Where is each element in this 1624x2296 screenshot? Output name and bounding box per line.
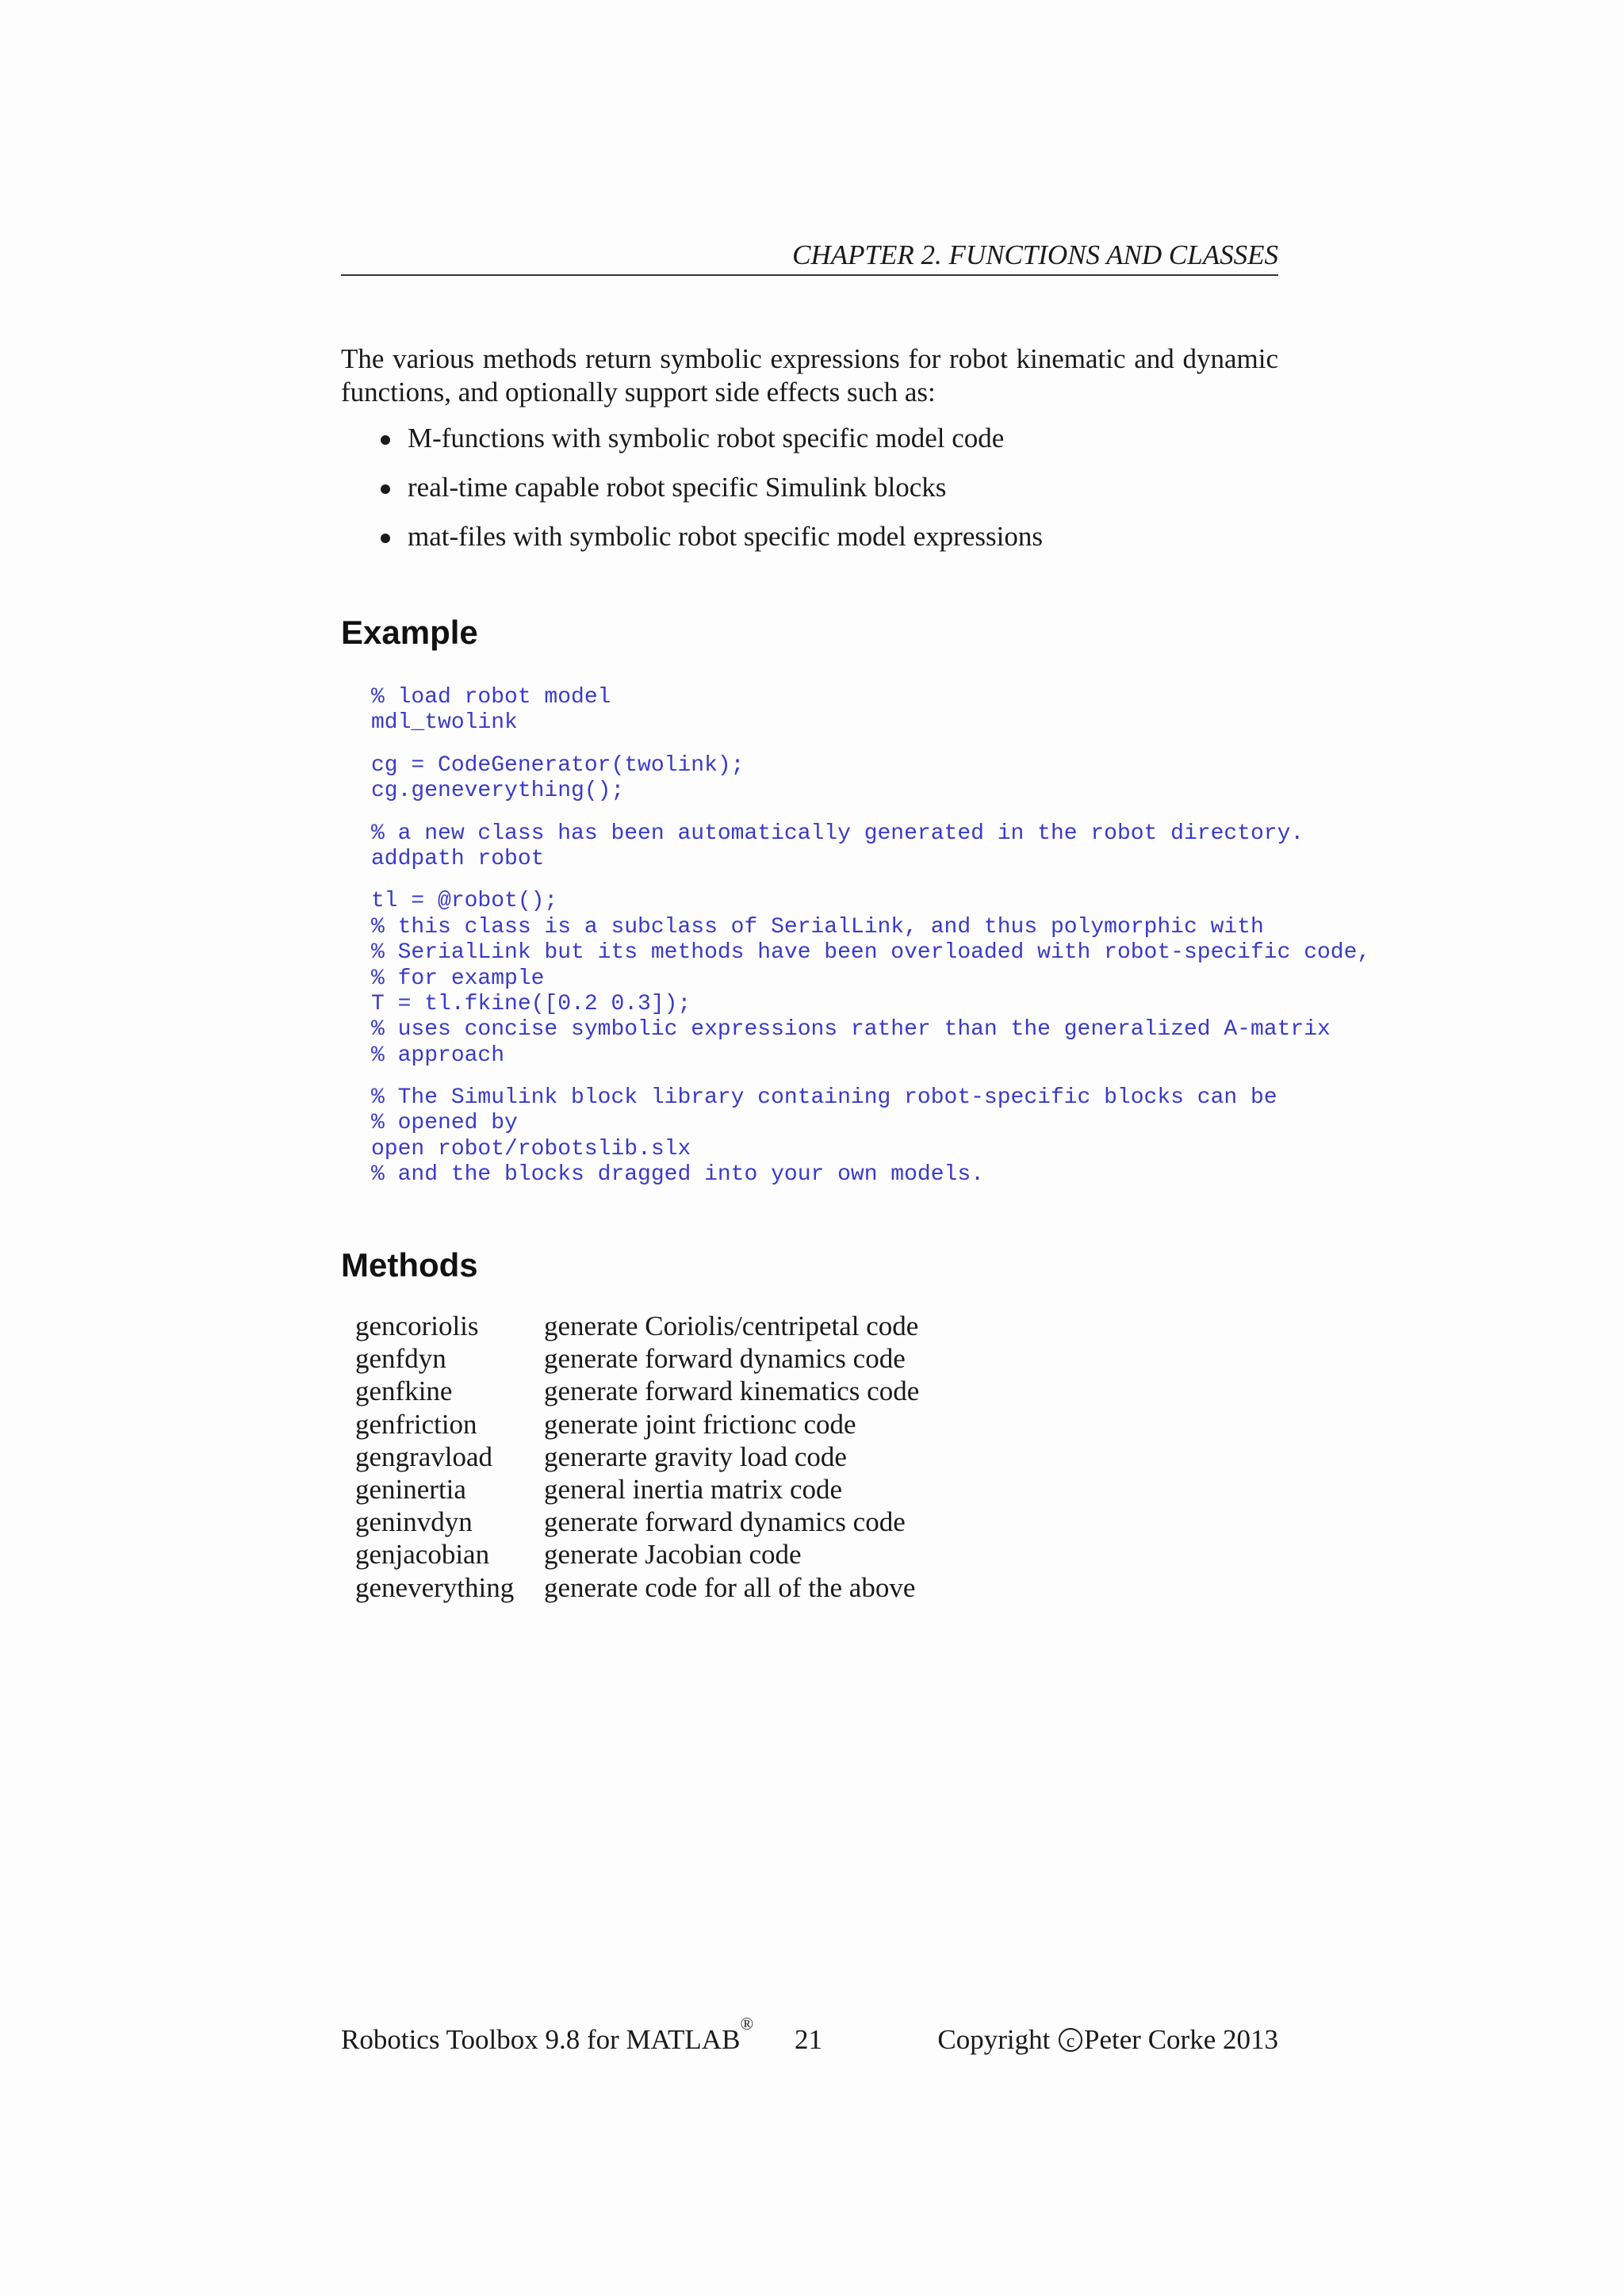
code-line: cg = CodeGenerator(twolink); [371,752,745,778]
code-line: % uses concise symbolic expressions rather than the generalized A-matrix [371,1017,1331,1043]
code-block [371,685,1402,737]
method-name: geninertia [355,1474,466,1506]
methods-heading: Methods [341,1246,478,1284]
code-line: % The Simulink block library containing robot-specific blocks can be [371,1085,1277,1111]
method-description: generate joint frictionc code [544,1408,856,1440]
bullet-icon [381,435,390,445]
footer-title-text: Robotics Toolbox 9.8 for MATLAB [341,2024,741,2055]
table-row [355,1538,919,1571]
code-block [371,1085,1402,1188]
table-row [355,1441,919,1473]
copyright-label: Copyright [937,2024,1051,2055]
method-description: generate forward kinematics code [544,1376,920,1407]
code-line: % load robot model [371,685,611,710]
code-line: T = tl.fkine([0.2 0.3]); [371,991,691,1016]
table-row [355,1408,919,1441]
method-name: gengravload [355,1441,492,1472]
list-item [381,471,1277,520]
method-name: genjacobian [355,1539,490,1571]
table-row [355,1473,919,1506]
code-block [371,889,1402,1069]
table-row [355,1571,919,1604]
code-line: mdl_twolink [371,710,518,736]
footer-title [341,2014,754,2060]
code-line: % opened by [371,1111,518,1136]
copyright-icon: c [1059,2028,1082,2052]
code-line: tl = @robot(); [371,889,558,914]
bullet-text: mat-files with symbolic robot specific model expressions [408,521,1043,552]
method-description: generate Jacobian code [544,1539,802,1571]
list-item [381,520,1277,569]
code-line: % a new class has been automatically generated in the robot directory. [371,821,1304,846]
table-row [355,1310,919,1342]
table-row [355,1506,919,1538]
method-name: geneverything [355,1571,515,1603]
method-description: generate code for all of the above [544,1571,916,1603]
code-line: cg.geneverything(); [371,779,625,804]
bullet-icon [381,484,390,494]
code-block [371,753,1402,805]
example-heading: Example [341,614,478,651]
running-head: CHAPTER 2. FUNCTIONS AND CLASSES [341,236,1278,276]
methods-table [355,1310,919,1604]
table-row [355,1375,919,1407]
code-block [371,821,1402,873]
code-line: % this class is a subclass of SerialLink, and thus polymorphic with [371,914,1264,939]
method-name: genfdyn [355,1343,446,1375]
code-line: % SerialLink but its methods have been overloaded with robot-specific code, [371,940,1371,966]
method-description: general inertia matrix code [544,1474,843,1506]
footer-copyright [937,2020,1278,2060]
code-line: % and the blocks dragged into your own models. [371,1162,984,1188]
bullet-icon [381,534,390,543]
method-name: genfriction [355,1408,477,1440]
method-name: gencoriolis [355,1311,479,1341]
code-listing [371,685,1402,1205]
method-description: generate Coriolis/centripetal code [544,1311,919,1341]
method-description: generate forward dynamics code [544,1343,906,1375]
registered-mark: ® [740,2014,754,2034]
bullet-text: M-functions with symbolic robot specific model code [408,423,1005,453]
code-line: % approach [371,1043,505,1068]
copyright-text: Peter Corke 2013 [1084,2024,1278,2055]
list-item [381,422,1277,471]
page-number: 21 [795,2024,822,2055]
code-line: % for example [371,966,545,991]
code-line: open robot/robotslib.slx [371,1136,691,1161]
code-line: addpath robot [371,846,545,871]
bullet-list [381,422,1277,569]
page-footer [341,2014,1278,2060]
method-name: geninvdyn [355,1506,473,1538]
intro-paragraph: The various methods return symbolic expressions for robot kinematic and dynamic functions, and optionally support side effects such as: [341,343,1278,408]
bullet-text: real-time capable robot specific Simulink blocks [408,472,947,503]
method-description: generarte gravity load code [544,1441,847,1472]
method-description: generate forward dynamics code [544,1506,906,1538]
method-name: genfkine [355,1376,453,1407]
table-row [355,1342,919,1375]
